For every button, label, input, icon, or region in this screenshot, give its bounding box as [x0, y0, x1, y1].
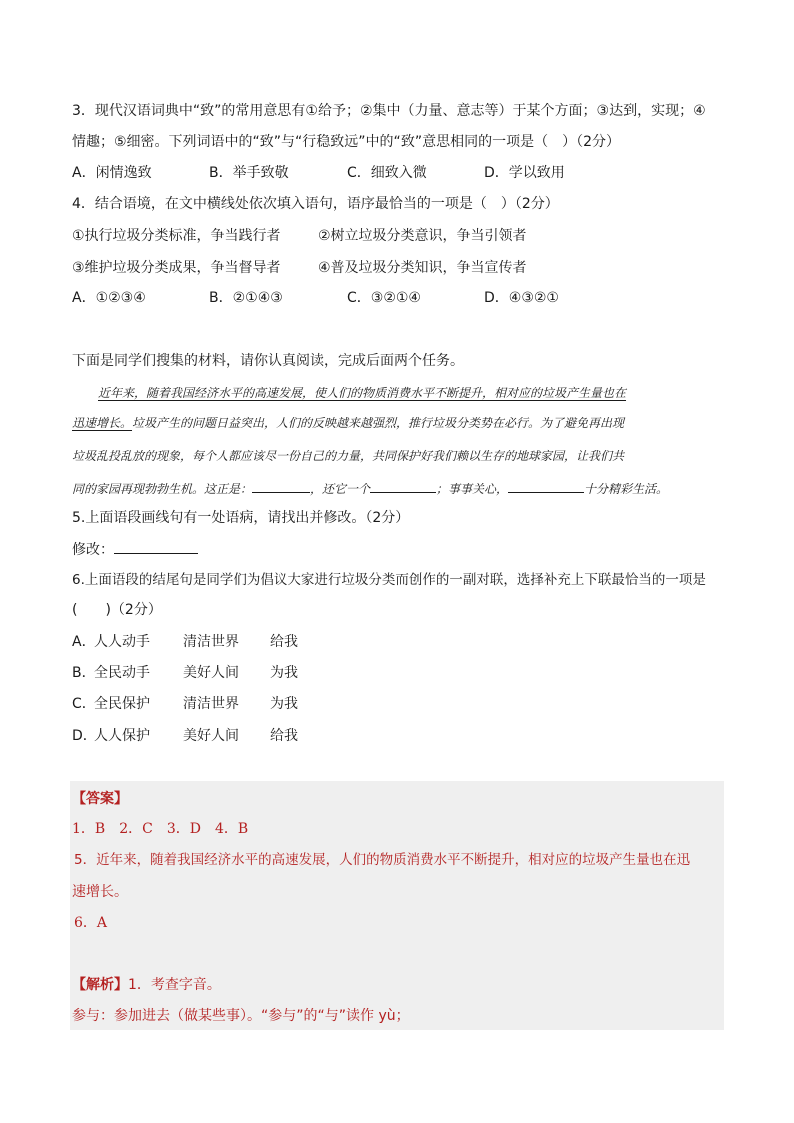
q3-stem-line1: 3．现代汉语词典中“致”的常用意思有①给予；②集中（力量、意志等）于某个方面；③达到，实现；④	[72, 103, 706, 119]
answer-line4: 6．A	[74, 915, 108, 931]
q5-stem: 5.上面语段画线句有一处语病，请找出并修改。（2分）	[72, 510, 410, 526]
q6-option-d-part1: 人人保护	[94, 728, 150, 744]
passage-line2	[72, 413, 624, 433]
answer-line2: 5．近年来，随着我国经济水平的高速发展，人们的物质消费水平不断提升，相对应的垃圾产生量也在迅	[74, 852, 691, 868]
answer-label: 【答案】	[72, 791, 128, 807]
q4-option-d: D．④③②①	[484, 290, 559, 306]
q6-option-c-part1: 全民保护	[94, 696, 150, 712]
passage-line4-c: ；事事关心，	[436, 482, 509, 496]
q5-fix	[72, 539, 198, 560]
passage-line1	[98, 383, 626, 403]
q6-option-a-part3: 给我	[270, 634, 298, 650]
q6-option-c-part2: 清洁世界	[183, 696, 239, 712]
q6-option-a-part1: 人人动手	[94, 634, 150, 650]
underlined-sentence-part1: 近年来，随着我国经济水平的高速发展，使人们的物质消费水平不断提升，相对应的垃圾产生量也在	[98, 386, 627, 400]
passage-line4-a: 同的家园再现勃勃生机。这正是：	[72, 482, 253, 496]
analysis-text: 1．考查字音。	[128, 977, 221, 993]
answer-line1: 1．B 2．C 3．D 4．B	[72, 821, 249, 837]
q4-stem: 4．结合语境，在文中横线处依次填入语句，语序最恰当的一项是（ ）（2分）	[72, 196, 559, 212]
material-intro: 下面是同学们搜集的材料，请你认真阅读，完成后面两个任务。	[72, 353, 464, 369]
q3-option-d: D．学以致用	[484, 165, 565, 181]
analysis-line2: 参与：参加进去（做某些事）。“参与”的“与”读作 yù；	[72, 1008, 410, 1024]
q6-option-d-letter: D．	[72, 728, 97, 744]
q6-option-b-part1: 全民动手	[94, 665, 150, 681]
q6-option-c-letter: C．	[72, 696, 96, 712]
q5-fix-blank	[114, 539, 198, 554]
q4-option-c: C．③②①④	[347, 290, 421, 306]
q6-option-b-part2: 美好人间	[183, 665, 239, 681]
q3-option-b: B．举手致敬	[209, 165, 289, 181]
answer-line3: 速增长。	[72, 884, 128, 900]
q6-paren: ( )（2分）	[72, 602, 162, 618]
q4-item-3: ③维护垃圾分类成果，争当督导者	[72, 260, 281, 276]
passage-line2-rest: 垃圾产生的问题日益突出，人们的反映越来越强烈，推行垃圾分类势在必行。为了避免再出现	[132, 416, 625, 430]
passage-line3: 垃圾乱投乱放的现象，每个人都应该尽一份自己的力量，共同保护好我们赖以生存的地球家园，让我们共	[72, 449, 625, 463]
q3-option-c: C．细致入微	[347, 165, 427, 181]
blank-2	[370, 478, 436, 493]
analysis-label: 【解析】	[72, 977, 128, 993]
q6-option-d-part3: 给我	[270, 728, 298, 744]
analysis-line1	[72, 975, 221, 995]
q4-item-1: ①执行垃圾分类标准，争当践行者	[72, 228, 281, 244]
q6-option-d-part2: 美好人间	[183, 728, 239, 744]
passage-line4-d: 十分精彩生活。	[584, 482, 669, 496]
q4-option-a: A．①②③④	[72, 290, 146, 306]
q4-item-2: ②树立垃圾分类意识，争当引领者	[318, 228, 527, 244]
blank-3	[508, 478, 584, 493]
underlined-sentence-part2: 迅速增长。	[72, 416, 133, 430]
q6-option-c-part3: 为我	[270, 696, 298, 712]
q4-option-b: B．②①④③	[209, 290, 283, 306]
q6-option-b-part3: 为我	[270, 665, 298, 681]
q6-stem: 6.上面语段的结尾句是同学们为倡议大家进行垃圾分类而创作的一副对联，选择补充上下联最恰当的一项是	[72, 572, 706, 588]
passage-line4-b: ，还它一个	[310, 482, 371, 496]
q5-fix-label: 修改：	[72, 542, 114, 558]
q3-option-a: A．闲情逸致	[72, 165, 152, 181]
q6-option-b-letter: B．	[72, 665, 96, 681]
q4-item-4: ④普及垃圾分类知识，争当宣传者	[318, 260, 527, 276]
q6-option-a-letter: A．	[72, 634, 96, 650]
passage-line4	[72, 478, 668, 499]
q3-stem-line2: 情趣；⑤细密。下列词语中的“致”与“行稳致远”中的“致”意思相同的一项是（ ）（2分）	[72, 134, 620, 150]
blank-1	[252, 478, 310, 493]
q6-option-a-part2: 清洁世界	[183, 634, 239, 650]
